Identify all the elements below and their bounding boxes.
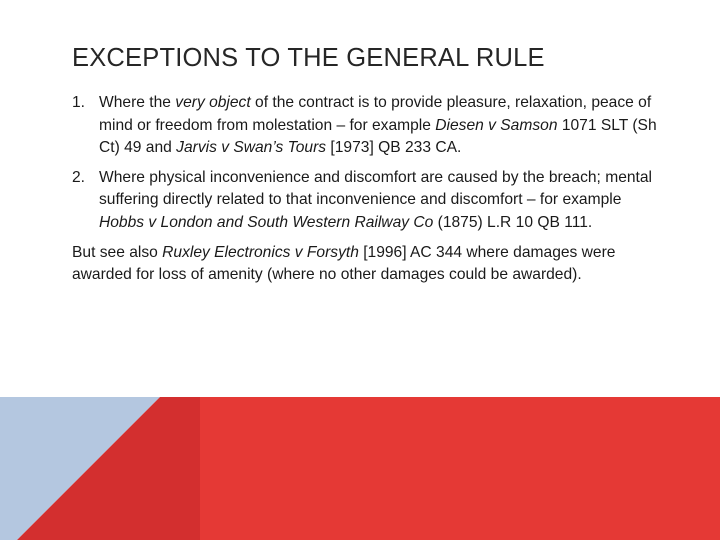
text-segment: [1973] QB 233 CA.	[326, 139, 462, 157]
case-name: Hobbs v London and South Western Railway Co	[99, 213, 434, 231]
text-segment: Where the	[99, 94, 176, 111]
text-segment: (1875) L.R 10 QB 111.	[433, 213, 593, 231]
text-segment: of the contract is to provide pleasure, relaxation, peace of mind or freedom from molestation – for example	[99, 94, 652, 134]
band-red-shape	[200, 397, 720, 540]
list-item-number: 1.	[72, 94, 86, 111]
text-segment: Where physical inconvenience and discomfort are caused by the breach; mental suffering directly related to that inconvenience and discomfort – for example	[99, 168, 653, 209]
case-name: Ruxley Electronics v Forsyth	[162, 243, 359, 261]
list-item-number: 2.	[72, 168, 86, 186]
case-name: Diesen v Samson	[435, 116, 558, 134]
text-segment-italic: very object	[175, 94, 251, 111]
text-segment: 1071 SLT (Sh Ct) 49 and	[99, 116, 657, 157]
case-name: Jarvis v Swan’s Tours	[176, 139, 327, 157]
text-segment: [1996] AC 344 where damages were awarded for loss of amenity (where no other damages could be awarded).	[72, 243, 616, 284]
slide-title: EXCEPTIONS TO THE GENERAL RULE	[72, 44, 545, 72]
text-segment: But see also	[72, 243, 163, 261]
